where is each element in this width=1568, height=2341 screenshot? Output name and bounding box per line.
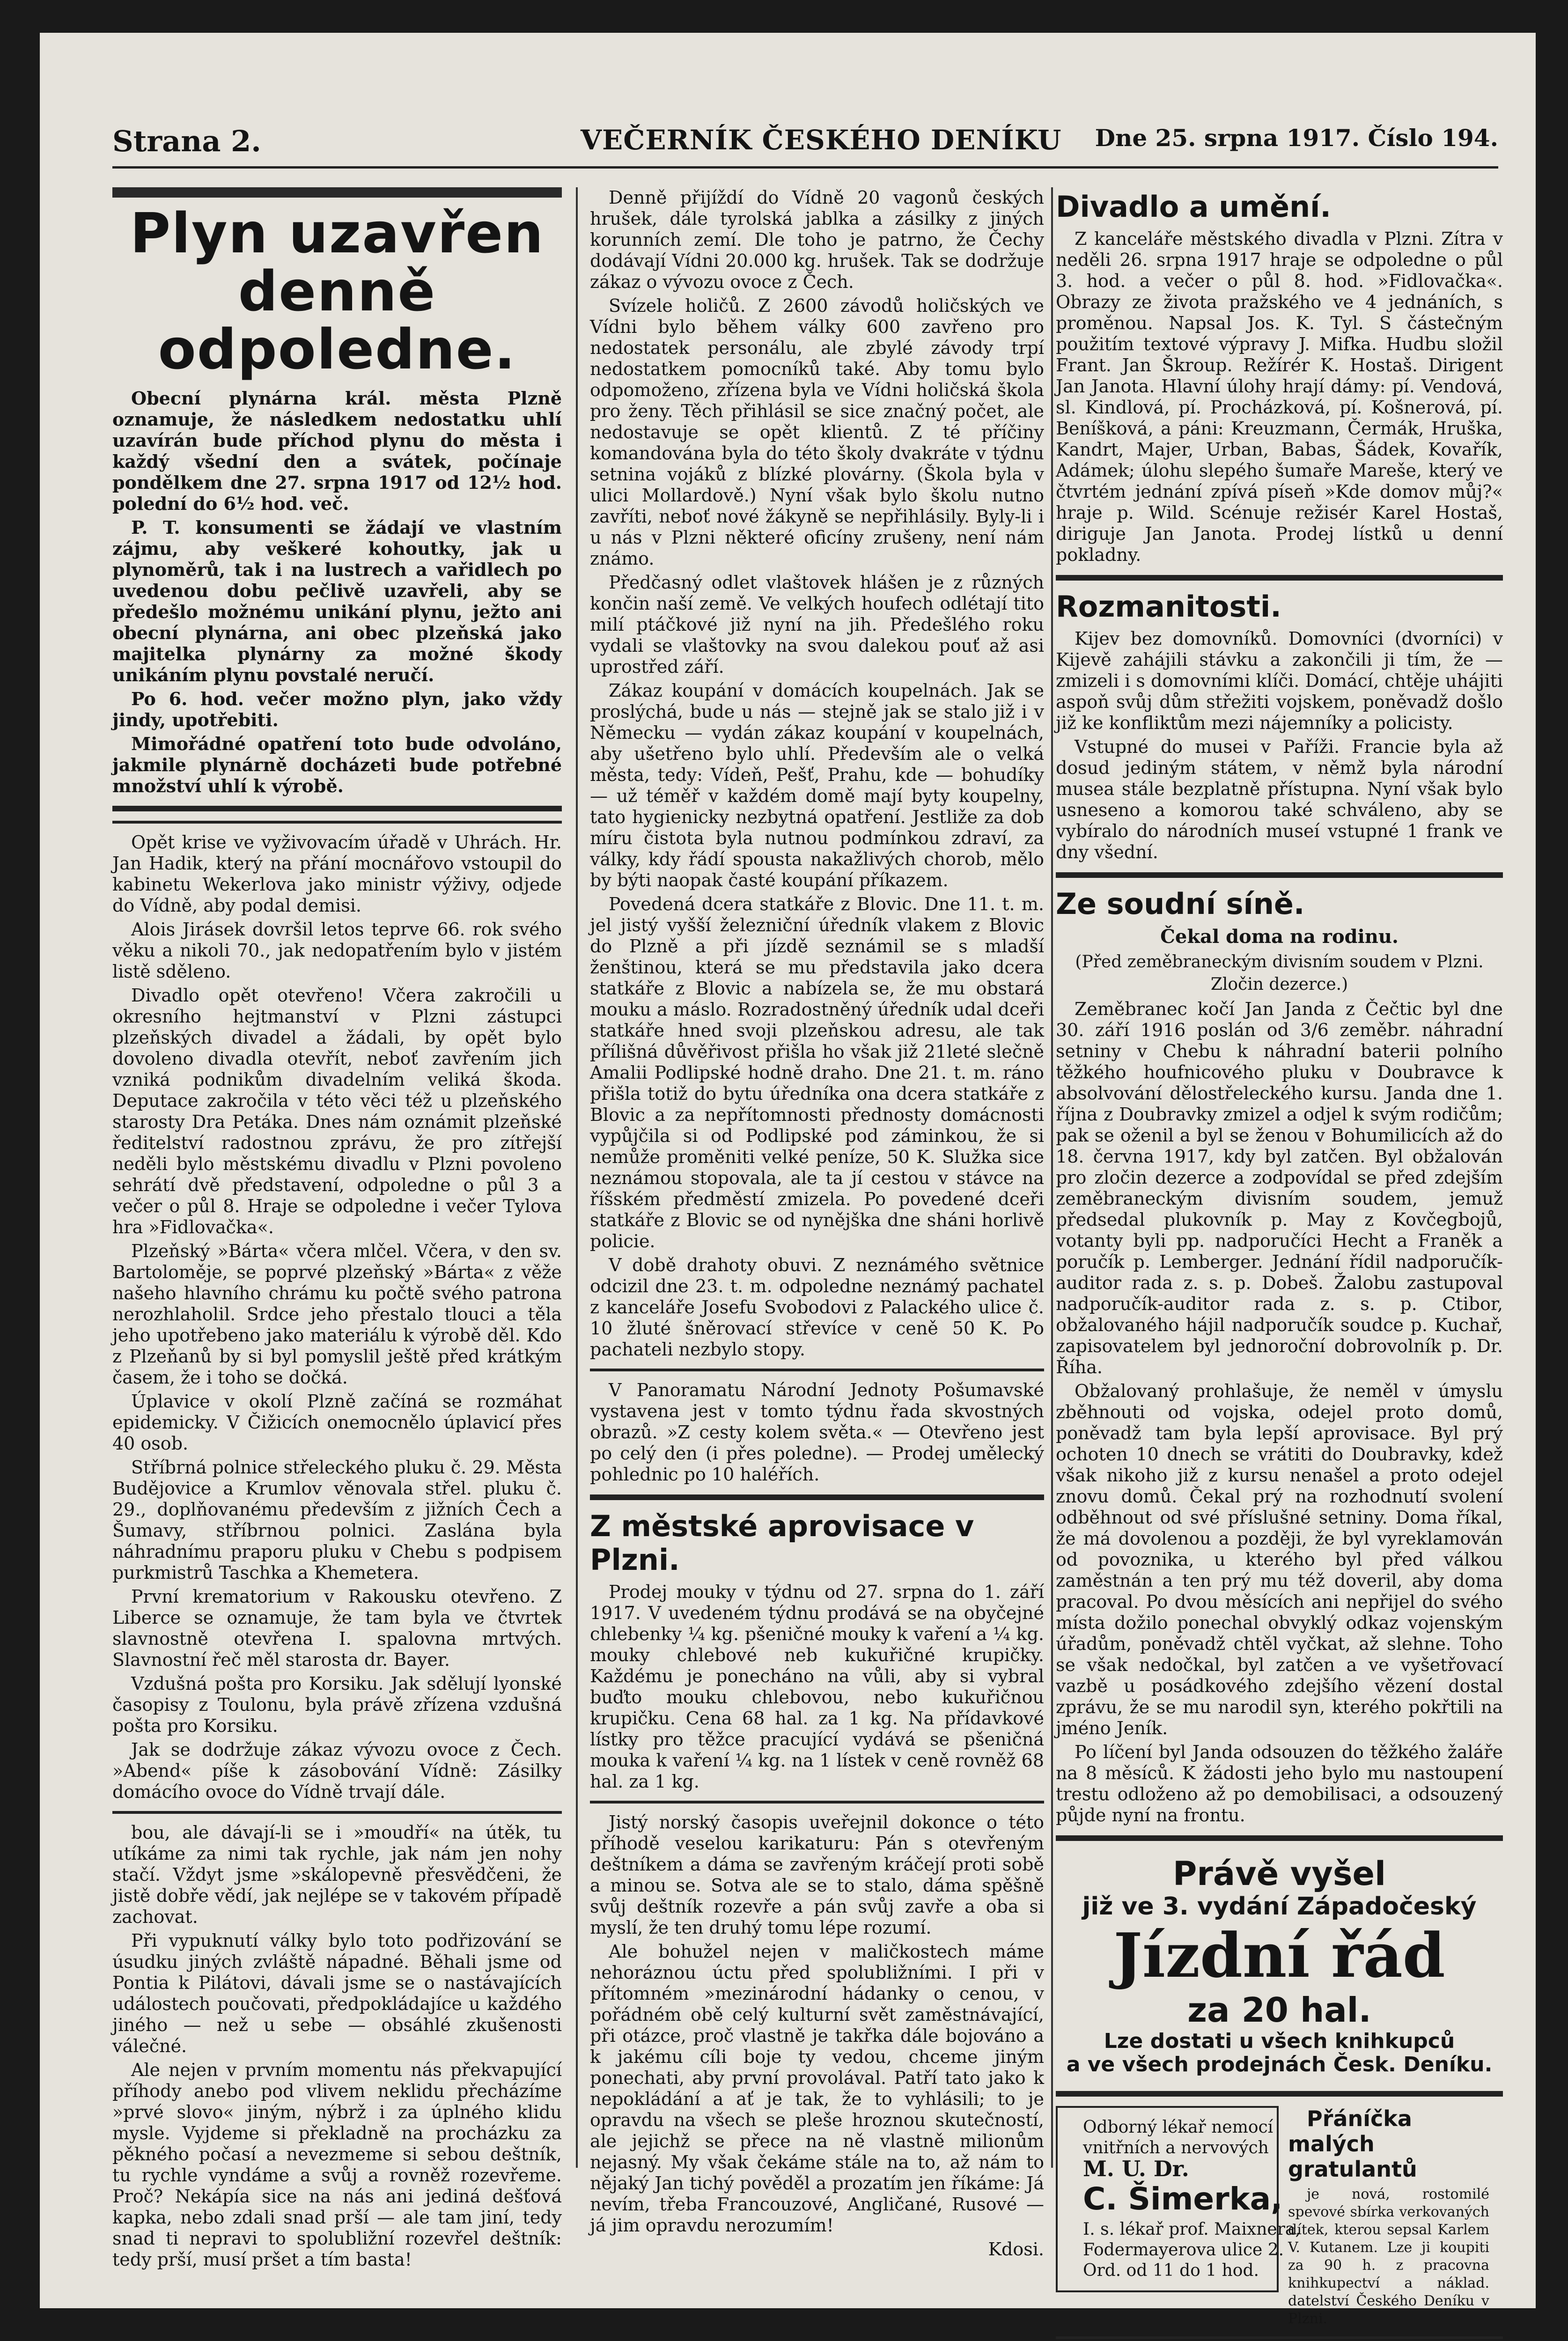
column-3 [1056,187,1503,2327]
news-item: V době drahoty obuvi. Z neznámého světnice odcizil dne 23. t. m. odpoledne neznámý pachatel z kanceláře Josefu Svobodovi z Palackého ulice č. 10 žluté šněrovací střevíce v ceně 50 K. Po pachateli nezbylo stopy. [590,1255,1044,1360]
divider [112,1811,562,1814]
divider [590,1369,1044,1371]
book-advertisement [1288,2106,1489,2328]
article-paragraph: Ale bohužel nejen v maličkostech máme nehoráznou úctu před spolubližními. I při v přítomném »mezinárodní hádanky o cenou, v pořádném obě celý kulturní svět zaměstnávající, při otázce, proč vlastně je takřka dále bojováno a k jakému cíli boje ty vedou, chceme jiným ponechati, aby první provolával. Patří tato jako k nepokládání a ať je tak, že to vyhlásili; to je opravdu na všech se pleše hroznou skutečností, ale jejichž se přece na ně vlastně milionům nejasný. My však čekáme stále na to, až nám to nějaký Jan tichý pověděl a prozatím jen říkáme: Já nevím, třeba Francouzové, Angličané, Rusové — já jim opravdu nerozumím! [590,1941,1044,2236]
ad-line: a ve všech prodejnách Česk. Deníku. [1066,2053,1493,2077]
news-item: První krematorium v Rakousku otevřeno. Z Liberce se oznamuje, že tam byla ve čtvrtek slavnostně otevřena I. spalovna mrtvých. Slavnostní řeč měl starosta dr. Bayer. [112,1586,562,1670]
ad-line: Lze dostati u všech knihkupců [1104,2029,1455,2053]
divider [112,821,562,824]
news-item: Jak se dodržuje zákaz vývozu ovoce z Čech. »Abend« píše k zásobování Vídně: Zásilky domácího ovoce do Vídně trvají dále. [112,1739,562,1802]
article-paragraph: Jistý norský časopis uveřejnil dokonce o této příhodě veselou karikaturu: Pán s otevřeným deštníkem a dáma se zavřeným kráčejí proti sobě a minou se. Sotva ale se to stalo, dáma spěšně svůj deštník rozevře a pán svůj zavře a oba si myslí, že ten druhý tomu lépe rozumí. [590,1812,1044,1938]
section-heading: Ze soudní síně. [1056,887,1305,921]
news-item: Plzeňský »Bárta« včera mlčel. Včera, v den sv. Bartoloměje, se poprvé plzeňský »Bárta« z věže našeho hlavního chrámu ku počtě svého patrona nerozhlaholil. Srdce jeho přestalo tlouci a těla jeho upotřebeno jako materiálu k výrobě děl. Kdo z Plzeňanů by si byl pomyslil ještě před krátkým časem, že i toho se dočká. [112,1241,562,1388]
column-divider [576,187,578,2168]
divider [1056,1835,1503,1841]
ad-line: Odborný lékař nemocí [1083,2117,1274,2137]
article-paragraph: bou, ale dávají-li se i »moudří« na útěk, tu utíkáme za nimi tak rychle, jak nám jen nohy stačí. Vždyt jsme »skálopevně přesvědčeni, že jistě dobře vědí, jak nejlépe se v takovém případě zachovat. [112,1822,562,1927]
divider [1056,575,1503,581]
article-paragraph: Ale nejen v prvním momentu nás překvapující příhody anebo pod vlivem neklidu přecházíme »prvé slovo« jiným, nýbrž i za úplného klidu mysle. Vyjdeme si překladně na procházku za pěkného počasí a nevezmeme si sebou deštník, tu rychle vyndáme a svůj a rovněž rozevřeme. Proč? Nekápía sice na nás ani jediná dešťová kapka, nebo zdali snad prší — ale tam jiní, tedy snad ti nepravi to spolubližní rozevřel deštník: tedy prší, musí pršet a tím basta! [112,2060,562,2270]
divider [1056,872,1503,878]
main-headline: Plyn uzavřen denně odpoledne. [130,201,545,382]
article-subtitle: (Před zeměbraneckým divisním soudem v Plzni. Zločin dezerce.) [1075,952,1484,994]
ad-line: Ord. od 11 do 1 hod. [1083,2260,1259,2280]
divider [112,187,562,198]
ad-line: již ve 3. vydání Západočeský [1082,1892,1477,1921]
divider [590,1494,1044,1500]
page-header [112,105,1498,169]
divider [112,806,562,811]
news-item: Zákaz koupání v domácích koupelnách. Jak se proslýchá, bude u nás — stejně jak se stalo již i v Německu — vydán zákaz koupání v koupelnách, aby ušetřeno bylo uhlí. Především ale o velká města, tedy: Vídeň, Pešť, Prahu, kde — bohudíky — už téměř v každém domě mají byty koupelny, tato hygienicky nezbytná opatření. Jestliže za dob míru čistota byla nutnou podmínkou zdraví, za války, kdy řádí spousta nakažlivých chorob, mělo by býti naopak časté koupání příkazem. [590,680,1044,891]
ad-price: za 20 hal. [1187,1990,1371,2030]
notice-paragraph: Obecní plynárna král. města Plzně oznamuje, že následkem nedostatku uhlí uzavírán bude příchod plynu do města i každý všední den a svátek, počínaje pondělkem dne 27. srpna 1917 od 12½ hod. polední do 6½ hod. več. [112,388,562,514]
ad-heading: Přáníčka malých gratulantů [1288,2105,1417,2182]
news-item: Kijev bez domovníků. Domovníci (dvorníci) v Kijevě zahájili stávku a zakončili ji tím, že — zmizeli i s domovními klíči. Domácí, chtěje uhájiti aspoň svůj dům střežiti vojskem, poněvadž došlo již ke konfliktům mezi nájemníky a policisty. [1056,628,1503,733]
notice-paragraph: Mimořádné opatření toto bude odvoláno, jakmile plynárně docházeti bude potřebné množství uhlí k výrobě. [112,733,562,796]
section-heading: Divadlo a umění. [1056,190,1331,224]
signature: Kdosi. [988,2239,1044,2260]
news-item: Úplavice v okolí Plzně začíná se rozmáhat epidemicky. V Čižicích onemocnělo úplavicí přes 40 osob. [112,1391,562,1454]
notice-paragraph: Po 6. hod. večer možno plyn, jako vždy jindy, upotřebiti. [112,688,562,730]
article-paragraph: Při vypuknutí války bylo toto podřizování se úsudku jiných zvláště nápadné. Běhali jsme od Pontia k Pilátovi, dávali jsme se o nastávajících událostech poučovati, předpokládajíce u každého jiného — než u sebe — obsáhlé zkušenosti válečné. [112,1930,562,2056]
news-item: Předčasný odlet vlaštovek hlášen je z různých končin naší země. Ve velkých houfech odlétají tito milí ptáčkové již nyní na jih. Předešlého roku vydali se vlaštovky na svou dalekou pouť až asi uprostřed září. [590,572,1044,677]
timetable-advertisement [1056,1850,1503,2082]
news-item: Stříbrná polnice střeleckého pluku č. 29. Města Budějovice a Krumlov věnovala střel. pluku č. 29., doplňovanému především z jižních Čech a Šumavy, stříbrnou polnici. Zaslána byla náhradnímu praporu pluku v Chebu s podpisem purkmistrů Taschka a Khemetera. [112,1457,562,1583]
issue-date: Dne 25. srpna 1917. Číslo 194. [1095,124,1498,152]
news-item: Z kanceláře městského divadla v Plzni. Zítra v neděli 26. srpna 1917 hraje se odpoledne o půl 3. hod. a večer o půl 8. hod. »Fidlovačka«. Obrazy ze života pražského ve 4 jednáních, s proměnou. Napsal Jos. K. Tyl. S částečným použitím textové výpravy J. Mifka. Hudbu složil Frant. Jan Škroup. Režírér K. Hostaš. Dirigent Jan Janota. Hlavní úlohy hrají dámy: pí. Vendová, sl. Kindlová, pí. Procházková, pí. Košnerová, pí. Beníšková, a páni: Kreuzmann, Čermák, Hruška, Kandrt, Majer, Urban, Babas, Šádek, Kovařík, Adámek; úlohu slepého šumaře Mareše, který ve čtvrtém jednání zpívá píseň »Kde domov můj?« hraje p. Wild. Scénuje režisér Karel Hostaš, diriguje Jan Janota. Prodej lístků u denní pokladny. [1056,228,1503,565]
page-number: Strana 2. [112,124,261,158]
ad-line: M. U. Dr. [1083,2156,1189,2181]
ad-line: I. s. lékař prof. Maixnera, [1083,2219,1301,2239]
news-item: Vstupné do musei v Paříži. Francie byla až dosud jediným státem, v němž byla národní musea stále bezplatně přístupna. Nyní však bylo usneseno a komorou také schváleno, aby se vybíralo do národních museí vstupné 1 frank ve dny všední. [1056,736,1503,862]
ad-text: je nová, rostomilé spevové sbírka verkovaných dítek, kterou sepsal Karlem V. Kutanem. Lze ji koupiti za 90 h. z pracovna knihkupectví a náklad. datelství Českého Deníku v Plzni. [1288,2186,1489,2327]
news-item: Denně přijíždí do Vídně 20 vagonů českých hrušek, dále tyrolská jablka a zásilky z jiných korunních zemí. Dle toho je patrno, že Čechy dodávají Vídni 20.000 kg. hrušek. Tak se dodržuje zákaz o vývozu ovoce z Čech. [590,187,1044,292]
doctor-name: C. Šimerka, [1083,2180,1283,2217]
column-2 [590,187,1044,2260]
divider [590,1801,1044,1804]
article-paragraph: Zeměbranec kočí Jan Janda z Čečtic byl dne 30. září 1916 poslán od 3/6 zeměbr. náhradní setniny v Chebu k náhradní baterii polního těžkého houfnicového pluku v Doubravce k absolvování dělostřeleckého kursu. Janda dne 1. října z Doubravky zmizel a odjel k svým rodičům; pak se oženil a byl se ženou v Bohumilicích až do 18. června 1917, kdy byl zatčen. Byl obžalován pro zločin dezerce a zodpovídal se před zdejším zeměbraneckým divisním soudem, jemuž předsedal plukovník p. May z Kovčegbojů, votanty byli pp. nadporučíci Hecht a Franěk a poručík p. Lemberger. Jednání řídil nadporučík-auditor rada z. s. p. Dobeš. Žalobu zastupoval nadporučík-auditor rada z. s. p. Ctibor, obžalovaného hájil nadporučík soudce p. Kuchař, zapisovatelem byl jednoroční dobrovolník p. Dr. Říha. [1056,999,1503,1377]
news-item: Povedená dcera statkáře z Blovic. Dne 11. t. m. jel jistý vyšší železniční úředník vlakem z Blovic do Plzně a při jízdě seznámil se s mladší ženštinou, která se mu představila jako dcera statkáře z Blovic a nabízela se, že mu obstará mouku a máslo. Rozradostněný úředník udal dceři statkáře hned svoji plzeňskou adresu, ale tak přílišná důvěřivost přišla ho však již 21leté slečně Amalii Podlipské hodně draho. Dne 21. t. m. ráno přišla totiž do bytu úředníka ona dcera statkáře z Blovic a za nepřítomnosti přednosty domácnosti vypůjčila si od Podlipské pod záminkou, že si nemůže proměniti velké peníze, 50 K. Služka sice neznámou stopovala, ale ta jí cestou v stávce na říšském předměstí zmizela. Po povedené dceři statkáře z Blovic se od nynějška dne sháni horlivě policie. [590,894,1044,1251]
doctor-advertisement [1056,2106,1301,2292]
divider [1056,2336,1503,2339]
section-heading: Rozmanitosti. [1056,589,1281,624]
divider [1056,2091,1503,2097]
column-1 [112,187,562,2270]
column-divider [1051,187,1053,2168]
news-item: V Panoramatu Národní Jednoty Pošumavské vystavena jest v tomto týdnu řada skvostných obrazů. »Z cesty kolem světa.« — Otevřeno jest po celý den (i přes poledne). — Prodej umělecký pohlednic po 10 haléřích. [590,1380,1044,1485]
notice-paragraph: P. T. konsumenti se žádají ve vlastním zájmu, aby veškeré kohoutky, jak u plynoměrů, tak i na lustrech a vařidlech po uvedenou dobu pečlivě uzavřeli, aby se předešlo možnému unikání plynu, ježto ani obecní plynárna, ani obec plzeňská jako majitelka plynárny za možné škody unikáním plynu povstalé neručí. [112,517,562,685]
ad-line: vnitřních a nervových [1083,2138,1269,2157]
article-paragraph: Po líčení byl Janda odsouzen do těžkého žaláře na 8 měsíců. K žádosti jeho bylo mu nastoupení trestu odloženo až po demobilisaci, a odsouzený půjde nyní na frontu. [1056,1742,1503,1826]
newspaper-title: VEČERNÍK ČESKÉHO DENÍKU [581,124,1062,156]
article-paragraph: Obžalovaný prohlašuje, že neměl v úmyslu zběhnouti od vojska, odejel proto domů, poněvadž tam byla lepší aprovisace. Byl prý ochoten 10 dnech se vrátiti do Doubravky, kdež však nikoho již z kursu nenašel a proto odejel znovu domů. Čekal prý na rozhodnutí svolení odběhnout od své příslušné setniny. Doma říkal, že má dovolenou a později, že byl vyreklamován od povoznika, u kterého byl před válkou zaměstnán a ten prý mu též doveril, aby doma pracoval. Po dvou měsících ani nepřijel do svého místa dožilo ponechal obvyklý odkaz vojenským úřadům, poněvadž chtěl vyčkat, až slehne. Toho se však nedočkal, byl zatčen a ve vyšetřovací vazbě u posádkového zdejšího vězení dostal zprávu, že se mu narodil syn, kterého pokřtili na jméno Jeník. [1056,1381,1503,1738]
small-ads [1056,2106,1503,2328]
ad-line: Právě vyšel [1173,1855,1386,1893]
news-item: Svízele holičů. Z 2600 závodů holičských ve Vídni bylo během války 600 zavřeno pro nedostatek personálu, ale zbylé závody trpí nedostatkem pomocníků také. Aby tomu bylo odpomoženo, zřízena byla ve Vídni holičská škola pro ženy. Těch přihlásil se sice značný počet, ale nedostavuje se opět klientů. Z té příčiny komandována byla do této školy dvakráte v týdnu setnina vojáků z blízké plovárny. (Škola byla v ulici Mollardově.) Nyní však bylo školu nutno zavříti, neboť nové žákyně se nepřihlásily. Byly-li i u nás v Plzni některé oficíny zrušeny, není nám známo. [590,295,1044,569]
news-item: Prodej mouky v týdnu od 27. srpna do 1. září 1917. V uvedeném týdnu prodává se na obyčejné chlebenky ¼ kg. pšeničné mouky k vaření a ¼ kg. mouky chlebové neb kukuřičné krupičky. Každému je ponecháno na vůli, aby si vybral buďto mouku chlebovou, nebo kukuřičnou krupičku. Cena 68 hal. za 1 kg. Na přídavkové lístky pro těžce pracující vydává se pšeničná mouka k vaření ¼ kg. na 1 lístek v ceně rovněž 68 hal. za 1 kg. [590,1582,1044,1792]
ad-line: Fodermayerova ulice 2. [1083,2240,1284,2260]
section-heading: Z městské aprovisace v Plzni. [590,1509,974,1577]
article-title: Čekal doma na rodinu. [1160,926,1399,948]
news-item: Vzdušná pošta pro Korsiku. Jak sdělují lyonské časopisy z Toulonu, byla právě zřízena vzdušná pošta pro Korsiku. [112,1673,562,1736]
news-item: Opět krise ve vyživovacím úřadě v Uhrách. Hr. Jan Hadik, který na přání mocnářovo vstoupil do kabinetu Wekerlova jako ministr výživy, odjede do Vídně, aby podal demisi. [112,832,562,916]
news-item: Alois Jirásek dovršil letos teprve 66. rok svého věku a nikoli 70., jak nedopatřením bylo v jistém listě sděleno. [112,919,562,982]
ad-title: Jízdní řád [1113,1920,1445,1992]
news-item: Divadlo opět otevřeno! Včera zakročili u okresního hejtmanství v Plzni zástupci plzeňských divadel a žádali, by opět bylo dovoleno divadla otevřít, neboť zavřením jich vzniká podnikům divadelním veliká škoda. Deputace zakročila v této věci též u plzeňského starosty Dra Petáka. Dnes nám oznámit plzeňské ředitelství radostnou zprávu, že pro zítřejší neděli bylo městskému divadlu v Plzni povoleno sehrátí dvě představení, odpoledne o půl 3 a večer o půl 8. Hraje se odpoledne i večer Tylova hra »Fidlovačka«. [112,985,562,1237]
